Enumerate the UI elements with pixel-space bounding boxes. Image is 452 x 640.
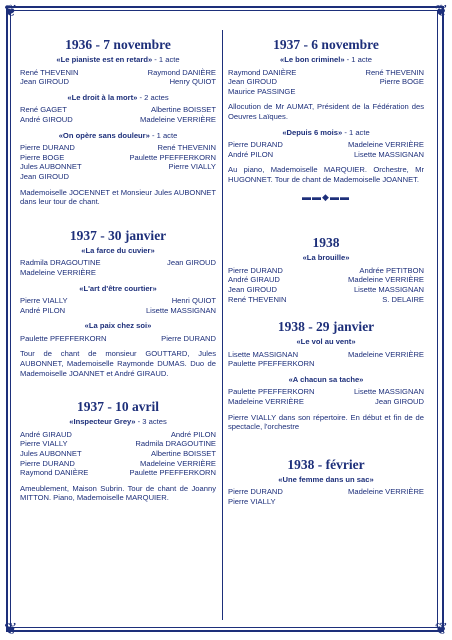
cast-name: René THEVENIN [157, 143, 216, 153]
right-column [228, 30, 424, 513]
performance-note: Tour de chant de monsieur GOUTTARD, Jules AUBONNET, Mademoiselle Raymonde DUMAS. Duo de Mademoiselle JOANNET et André GIRAUD. [20, 349, 216, 378]
play-title [228, 55, 424, 65]
section-date-heading: 1938 - 29 janvier [277, 319, 375, 335]
cast-name: Jean GIROUD [167, 258, 216, 268]
play-acts: - 1 acte [344, 55, 372, 64]
cast-name: Madeleine VERRIÈRE [20, 267, 96, 277]
cast-list [228, 68, 424, 97]
cast-list [228, 350, 424, 369]
cast-list [20, 258, 216, 277]
cast-name: Jules AUBONNET [20, 162, 82, 172]
cast-name: Jean GIROUD [375, 397, 424, 407]
play-title [20, 246, 216, 256]
cast-list [20, 430, 216, 478]
cast-list [20, 334, 216, 344]
play-title-text: «Depuis 6 mois» [282, 127, 343, 137]
cast-name: André GIROUD [20, 114, 73, 124]
play-title-text: «On opère sans douleur» [58, 130, 150, 140]
performance-note: Pierre VIALLY dans son répertoire. En début et fin de de spectacle, l'orchestre [228, 412, 424, 432]
cast-name: André GIRAUD [228, 275, 280, 285]
performance-note: Mademoiselle JOCENNET et Monsieur Jules AUBONNET dans leur tour de chant. [20, 187, 216, 207]
play-title-text: «Le vol au vent» [296, 337, 356, 347]
cast-name [326, 497, 424, 507]
cast-name: Pierre VIALLY [168, 162, 216, 172]
play-title [20, 417, 216, 427]
cast-name: Lisette MASSIGNAN [353, 149, 424, 159]
cast-name: Raymond DANIÈRE [228, 67, 297, 77]
play-acts: - 1 acte [342, 127, 370, 137]
cast-name: Madeleine VERRIÈRE [140, 114, 216, 124]
cast-name: Pierre DURAND [228, 487, 283, 497]
play-title-text: «La brouille» [302, 253, 350, 263]
play-title [228, 375, 424, 385]
cast-name: René THEVENIN [228, 294, 287, 304]
cast-name [118, 268, 216, 278]
cast-list [20, 68, 216, 87]
play-acts: - 1 acte [152, 55, 180, 64]
cast-name: André PILON [170, 429, 216, 439]
cast-name: Pierre DURAND [20, 143, 75, 153]
cast-name: Henry QUIOT [169, 77, 216, 87]
corner-ornament-icon: ❦ [434, 619, 448, 638]
cast-name: Paulette PFEFFERKORN [228, 359, 315, 369]
performance-note: Ameublement, Maison Subrin. Tour de chant de Joanny MITTON. Piano, Mademoiselle MARQUIER. [20, 483, 216, 503]
cast-name: André PILON [20, 305, 66, 315]
cast-name [118, 172, 216, 182]
cast-name: Maurice PASSINGE [228, 86, 296, 96]
cast-name: Pierre BOGE [20, 152, 65, 162]
play-acts: - 3 actes [135, 417, 167, 427]
play-acts: - 1 acte [149, 130, 178, 140]
play-title [228, 253, 424, 263]
cast-name: René GAGET [20, 105, 67, 115]
play-title-text: «Inspecteur Grey» [69, 417, 136, 427]
cast-name: Radmila DRAGOUTINE [135, 439, 216, 449]
cast-name: Lisette MASSIGNAN [353, 284, 424, 294]
cast-name: Albertine BOISSET [151, 105, 216, 115]
cast-name: Lisette MASSIGNAN [353, 387, 424, 397]
cast-name: Madeleine VERRIÈRE [348, 275, 424, 285]
performance-note: Au piano, Mademoiselle MARQUIER. Orchestre, Mr HUGONNET. Tour de chant de Mademoiselle JOANNET. [228, 165, 424, 184]
cast-name: Pierre DURAND [228, 265, 283, 275]
cast-name: Madeleine VERRIÈRE [348, 349, 424, 359]
cast-name: Radmila DRAGOUTINE [20, 258, 101, 268]
cast-name: Albertine BOISSET [151, 449, 216, 459]
cast-name: Lisette MASSIGNAN [145, 305, 216, 315]
play-title [20, 321, 216, 331]
play-acts: - 2 actes [137, 92, 169, 102]
cast-name: André GIRAUD [20, 429, 72, 439]
cast-name: Raymond DANIÈRE [20, 468, 89, 478]
play-title-text: «L'art d'être courtier» [79, 283, 157, 293]
play-title [20, 131, 216, 141]
cast-list [228, 487, 424, 506]
cast-list [20, 105, 216, 124]
play-title-text: «La paix chez soi» [84, 321, 152, 331]
column-divider [222, 30, 223, 620]
cast-list [20, 296, 216, 315]
cast-name: Raymond DANIÈRE [147, 67, 216, 77]
play-title [20, 284, 216, 294]
cast-list [228, 266, 424, 304]
cast-name: Lisette MASSIGNAN [228, 349, 299, 359]
cast-name: Jean GIROUD [228, 284, 277, 294]
cast-name [326, 87, 424, 97]
cast-name: Jean GIROUD [20, 171, 69, 181]
cast-name: Madeleine VERRIÈRE [348, 487, 424, 497]
corner-ornament-icon: ❦ [434, 1, 448, 20]
section-date-heading: 1937 - 6 novembre [273, 37, 379, 52]
section-date-heading: 1938 [312, 235, 340, 251]
play-title [20, 93, 216, 103]
play-title-text: «Une femme dans un sac» [278, 474, 374, 484]
cast-name: Paulette PFEFFERKORN [129, 468, 216, 478]
cast-name: Pierre BOGE [379, 77, 424, 87]
play-title [228, 475, 424, 485]
cast-name: Paulette PFEFFERKORN [129, 152, 216, 162]
play-title-text: «A chacun sa tache» [288, 374, 364, 384]
performance-note: Allocution de Mr AUMAT, Président de la Fédération des Oeuvres Laïques. [228, 102, 424, 121]
play-title-text: «La farce du cuvier» [81, 245, 155, 255]
cast-name: Madeleine VERRIÈRE [228, 397, 304, 407]
section-date-heading: 1937 - 10 avril [76, 399, 160, 415]
cast-name: Pierre VIALLY [228, 497, 276, 507]
cast-name: Madeleine VERRIÈRE [140, 458, 216, 468]
cast-name: Pierre DURAND [228, 140, 283, 150]
cast-name: Pierre VIALLY [20, 439, 68, 449]
cast-name: Madeleine VERRIÈRE [348, 140, 424, 150]
ornament-divider: ▬▬◆▬▬ [302, 191, 350, 202]
cast-name: Paulette PFEFFERKORN [228, 387, 315, 397]
cast-name: Jean GIROUD [20, 77, 69, 87]
play-title-text: «Le droit à la mort» [67, 92, 138, 102]
cast-name: Pierre VIALLY [20, 296, 68, 306]
cast-name: Jules AUBONNET [20, 449, 82, 459]
play-title [228, 337, 424, 347]
cast-name: Pierre DURAND [20, 458, 75, 468]
cast-name [326, 359, 424, 369]
section-date-heading: 1937 - 30 janvier [69, 227, 167, 243]
cast-list [228, 387, 424, 406]
cast-name: Jean GIROUD [228, 77, 277, 87]
corner-ornament-icon: ❦ [4, 619, 18, 638]
play-title [20, 55, 216, 65]
cast-name: Pierre DURAND [161, 333, 216, 343]
left-column [20, 30, 216, 509]
cast-name: S. DELAIRE [382, 294, 424, 304]
cast-name: Paulette PFEFFERKORN [20, 333, 107, 343]
cast-name: André PILON [228, 149, 274, 159]
cast-name: Henri QUIOT [171, 296, 216, 306]
play-title-text: «Le pianiste est en retard» [56, 55, 153, 64]
corner-ornament-icon: ❦ [4, 1, 18, 20]
cast-name: René THEVENIN [365, 67, 424, 77]
section-date-heading: 1936 - 7 novembre [65, 37, 171, 52]
cast-name: René THEVENIN [20, 67, 79, 77]
cast-name: Andrée PETITBON [359, 265, 424, 275]
section-date-heading: 1938 - février [287, 456, 365, 472]
play-title-text: «Le bon criminel» [279, 55, 345, 64]
play-title [228, 128, 424, 138]
cast-list [228, 140, 424, 159]
cast-list [20, 143, 216, 181]
